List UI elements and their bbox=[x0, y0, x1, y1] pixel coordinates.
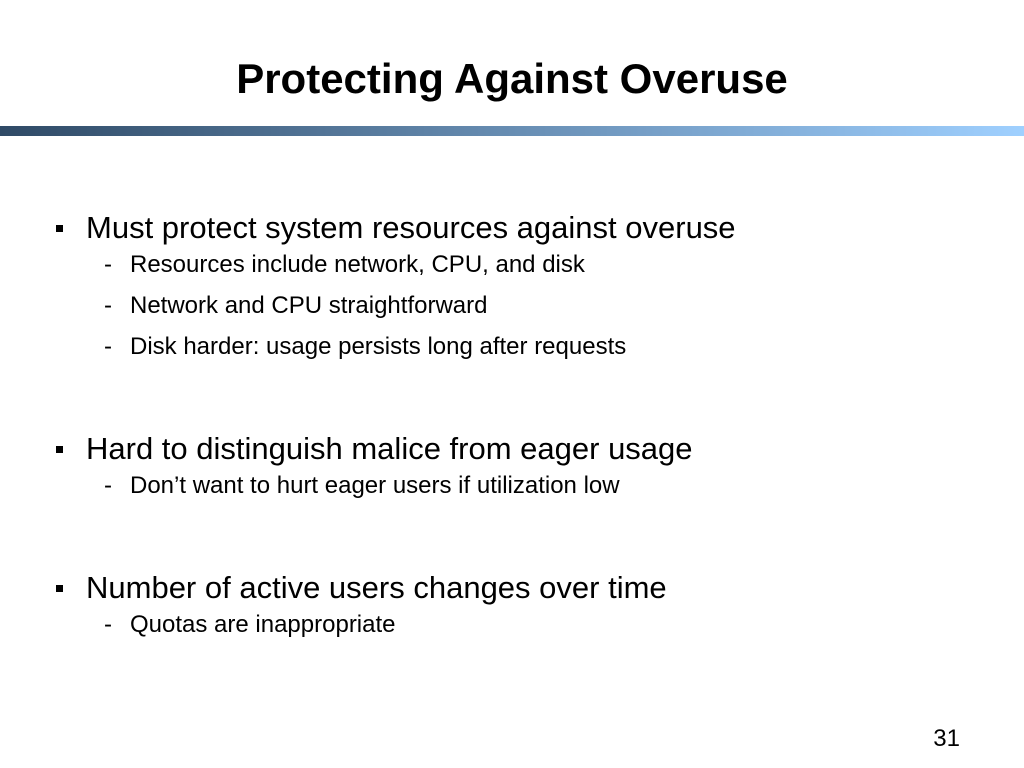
square-bullet-icon bbox=[56, 225, 63, 232]
bullet-group-2 bbox=[0, 429, 1024, 510]
page-number: 31 bbox=[933, 725, 960, 752]
bullet-item bbox=[0, 429, 1024, 469]
bullet-text: Hard to distinguish malice from eager usage bbox=[86, 431, 693, 466]
sub-bullet-text: Resources include network, CPU, and disk bbox=[130, 251, 585, 278]
sub-bullet-text: Disk harder: usage persists long after requests bbox=[130, 333, 627, 360]
dash-icon: - bbox=[104, 333, 112, 360]
sub-bullet-item bbox=[0, 330, 1024, 371]
sub-bullet-item bbox=[0, 248, 1024, 289]
dash-icon: - bbox=[104, 292, 112, 319]
sub-bullet-item bbox=[0, 608, 1024, 649]
bullet-text: Must protect system resources against overuse bbox=[86, 210, 736, 245]
square-bullet-icon bbox=[56, 446, 63, 453]
bullet-item bbox=[0, 568, 1024, 608]
sub-bullet-text: Network and CPU straightforward bbox=[130, 292, 488, 319]
slide-title: Protecting Against Overuse bbox=[236, 55, 788, 102]
dash-icon: - bbox=[104, 251, 112, 278]
square-bullet-icon bbox=[56, 585, 63, 592]
bullet-group-3 bbox=[0, 568, 1024, 649]
dash-icon: - bbox=[104, 611, 112, 638]
dash-icon: - bbox=[104, 472, 112, 499]
sub-bullet-text: Don’t want to hurt eager users if utilization low bbox=[130, 472, 620, 499]
sub-bullet-item bbox=[0, 469, 1024, 510]
sub-bullet-text: Quotas are inappropriate bbox=[130, 611, 396, 638]
bullet-text: Number of active users changes over time bbox=[86, 570, 667, 605]
bullet-item bbox=[0, 208, 1024, 248]
bullet-group-1 bbox=[0, 208, 1024, 371]
sub-bullet-item bbox=[0, 289, 1024, 330]
